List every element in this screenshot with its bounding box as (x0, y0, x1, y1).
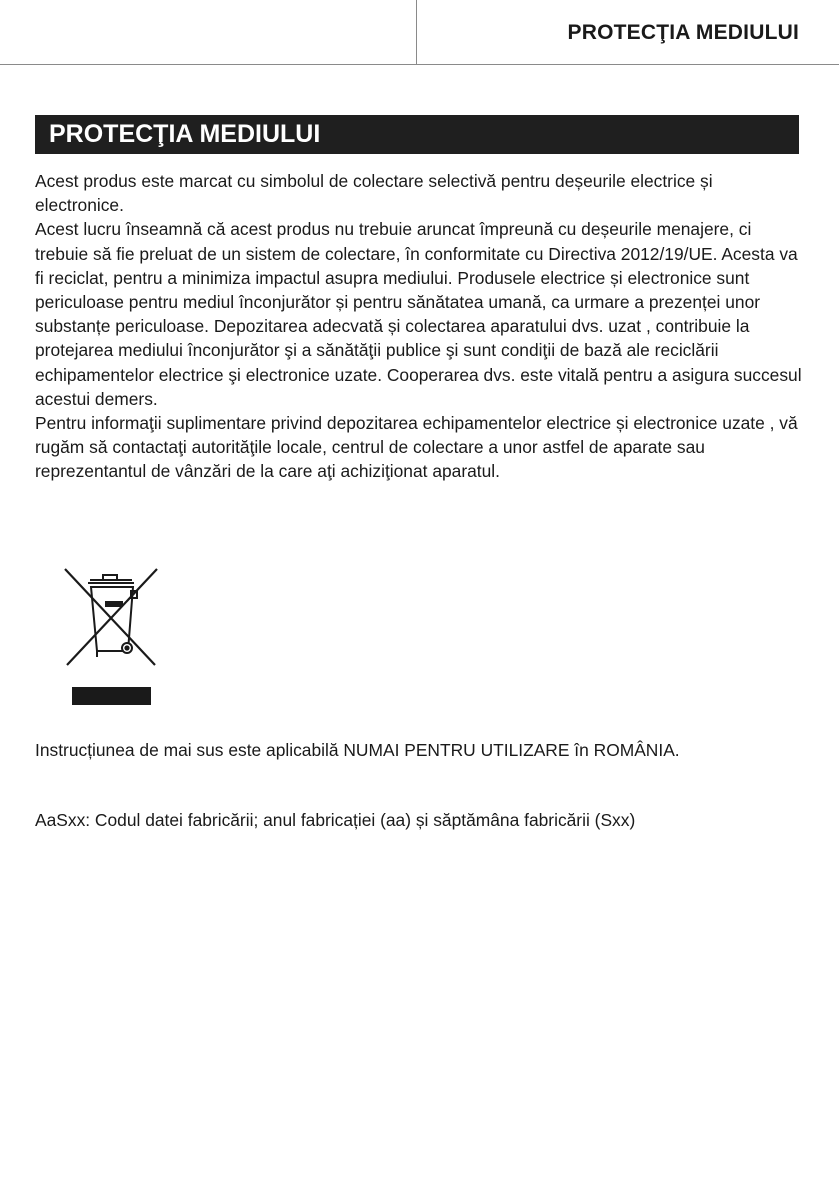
body-text (35, 169, 805, 484)
date-code-note: AaSxx: Codul datei fabricării; anul fabricației (aa) și săptămâna fabricării (Sxx) (35, 810, 636, 830)
page-header-title: PROTECŢIA MEDIULUI (567, 21, 799, 44)
paragraph-intro: Acest produs este marcat cu simbolul de colectare selectivă pentru deșeurile electrice și electronice. (35, 171, 713, 216)
applicability-note: Instrucțiunea de mai sus este aplicabilă NUMAI PENTRU UTILIZARE în ROMÂNIA. (35, 740, 680, 760)
header-rule (0, 64, 839, 65)
paragraph-details: Acest lucru înseamnă că acest produs nu trebuie aruncat împreună cu deșeurile menajere, ci trebuie să fie preluat de un sistem de colectare, în conformitate cu Directiva 2012/19/UE. Acesta va fi reciclat, pentru a minimiza impactul asupra mediului. Produsele electrice și electronice sunt periculoase pentru mediul înconjurător și pentru sănătatea umană, ca urmare a prezenței unor substanțe periculoase. Depozitarea adecvată și colectarea aparatului dvs. uzat , contribuie la protejarea mediului înconjurător şi a sănătăţii publice şi sunt condiţii de bază ale reciclării echipamentelor electrice şi electronice uzate. Cooperarea dvs. este vitală pentru a asigura succesul acestui demers. (35, 219, 802, 409)
paragraph-contact: Pentru informaţii suplimentare privind depozitarea echipamentelor electrice și electronice uzate , vă rugăm să contactaţi autorităţile locale, centrul de colectare a unor astfel de aparate sau reprezentantul de vânzări de la care aţi achiziţionat aparatul. (35, 413, 798, 482)
section-heading: PROTECŢIA MEDIULUI (49, 120, 321, 148)
header-divider (416, 0, 417, 64)
crossed-out-wheeled-bin-icon (60, 565, 162, 707)
section-heading-bar (35, 115, 799, 154)
